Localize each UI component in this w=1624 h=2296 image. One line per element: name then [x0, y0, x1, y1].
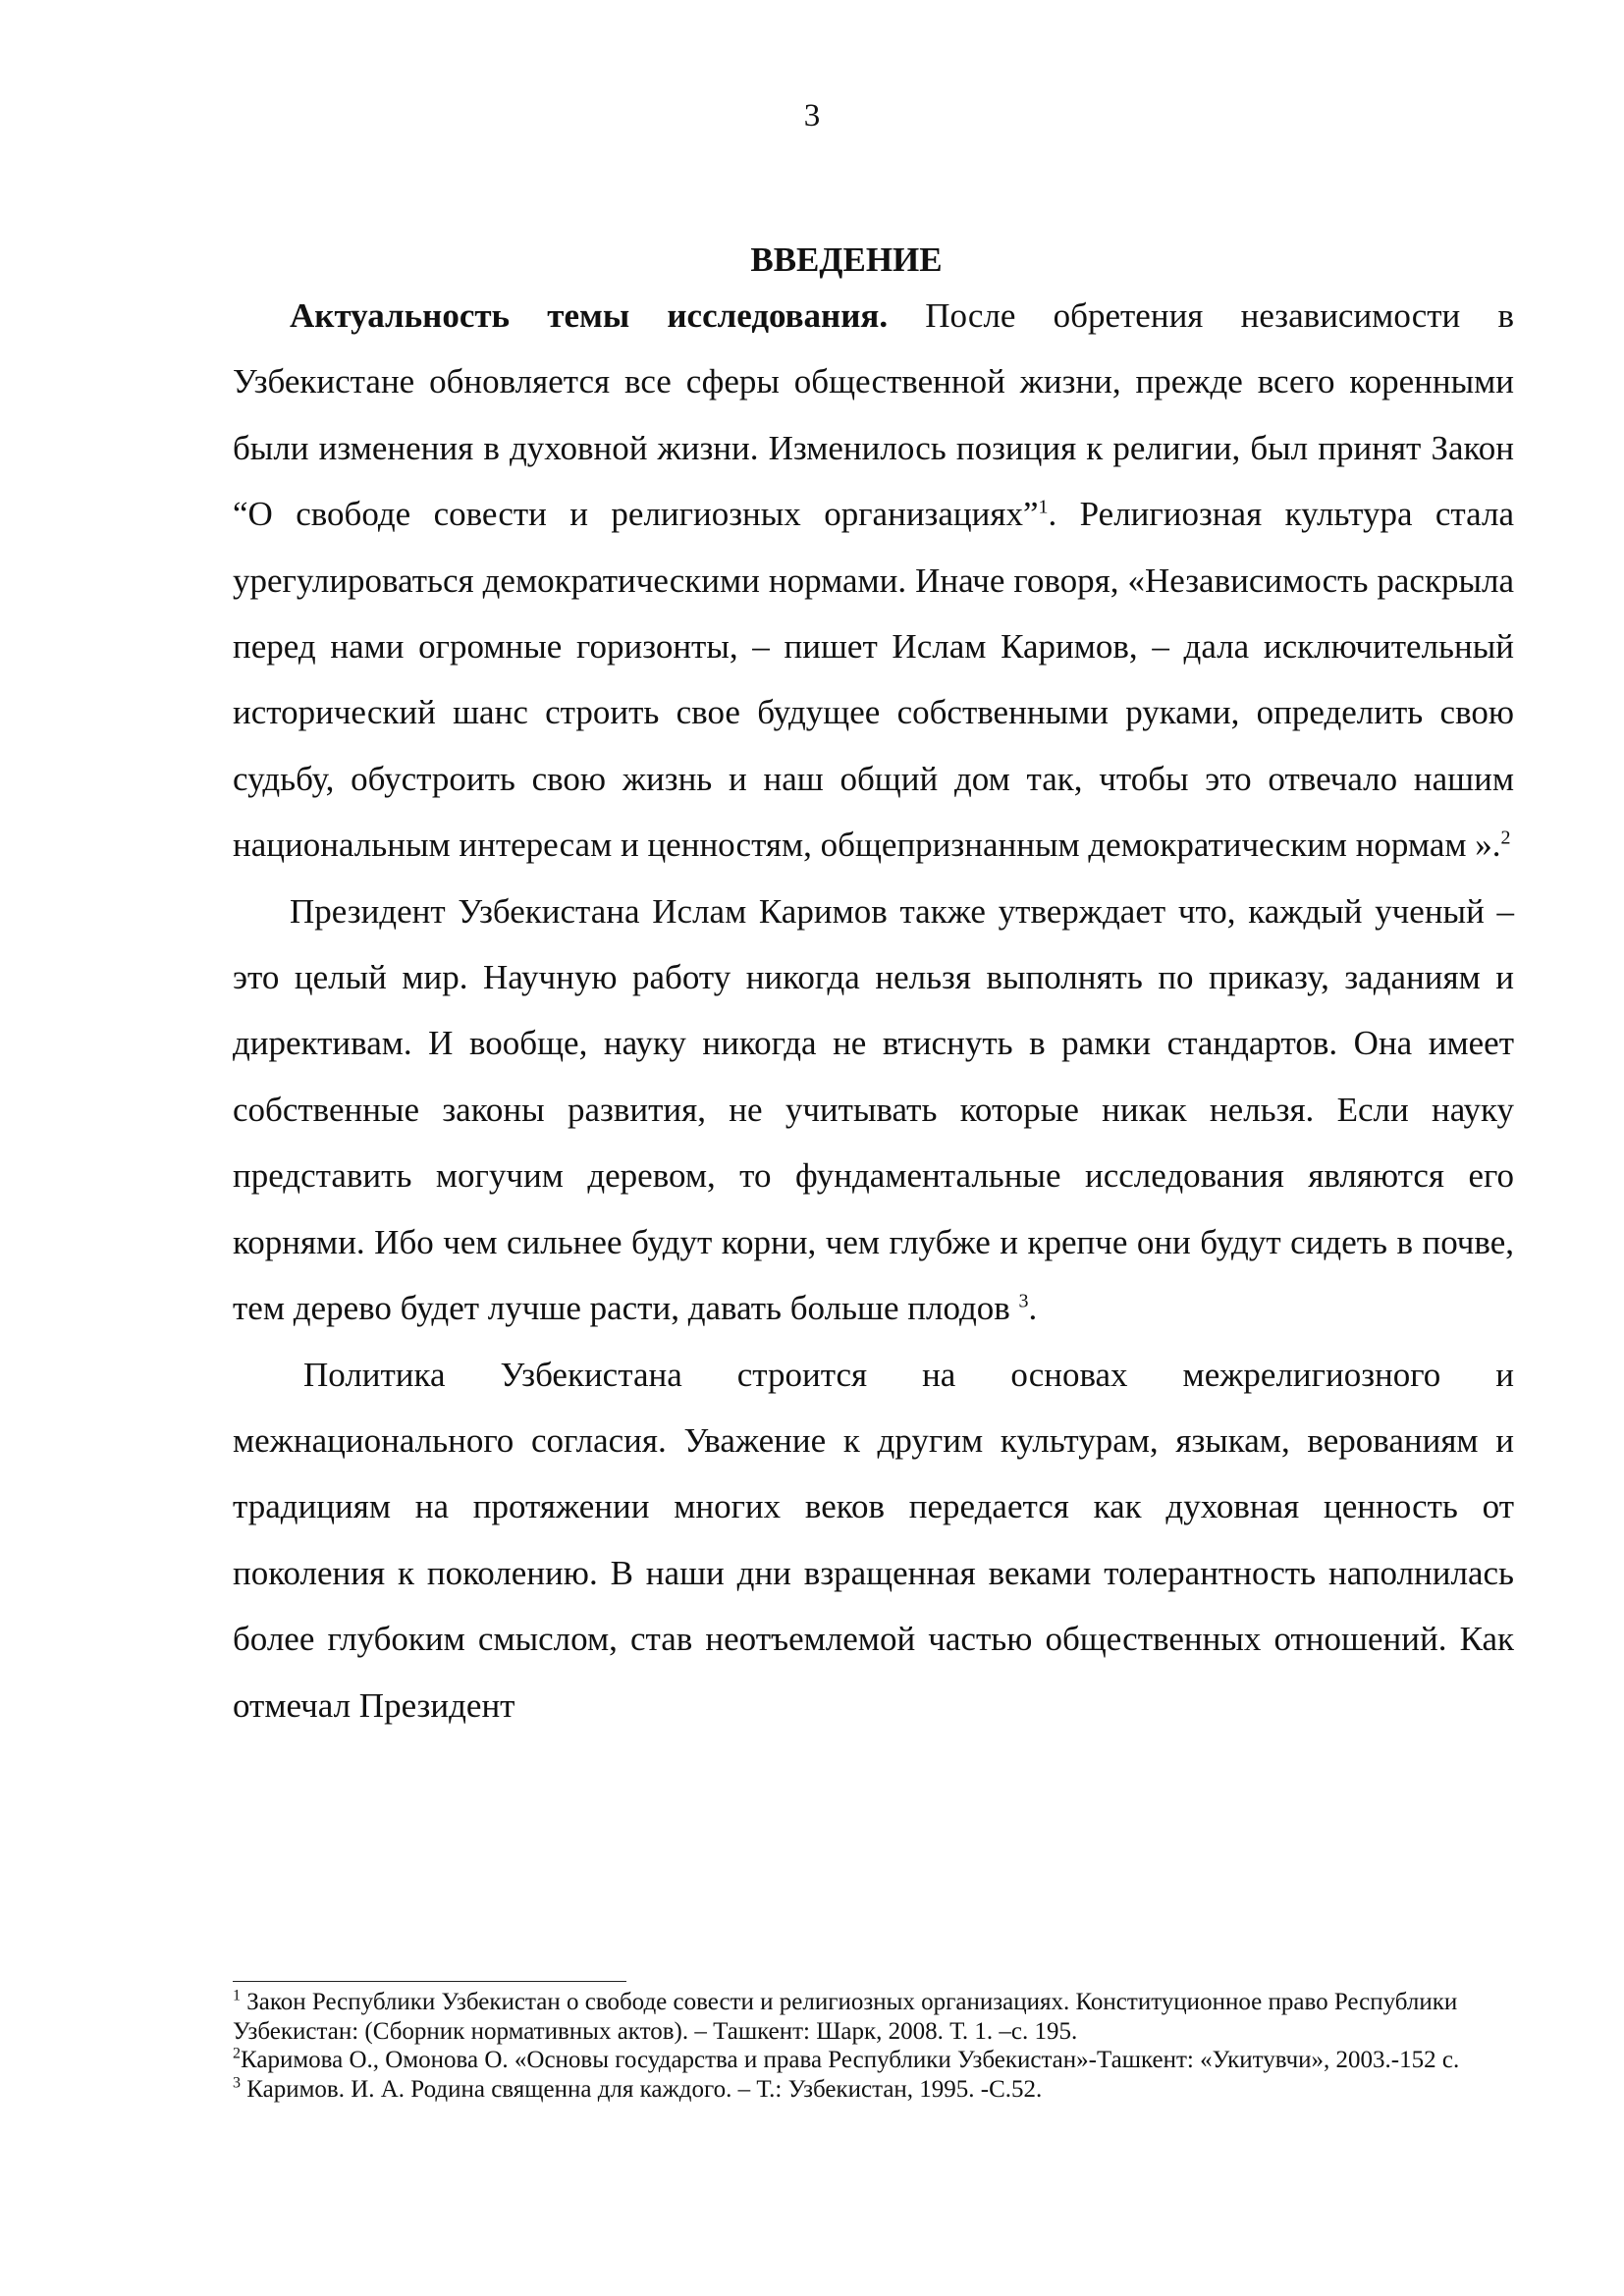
- paragraph-policy: [233, 1342, 1514, 1738]
- body-text: [233, 283, 1514, 1738]
- paragraph-text: . Религиозная культура стала урегулироваться демократическими нормами. Иначе говоря, «Независимость раскрыла перед нами огромные горизонты, – пишет Ислам Каримов, – дала исключительный исторический шанс строить свое будущее собственными руками, определить свою судьбу, обустроить свою жизнь и наш общий дом так, чтобы это отвечало нашим национальным интересам и ценностям, общепризнанным демократическим нормам ».: [233, 495, 1514, 865]
- page-number: 3: [803, 98, 821, 133]
- paragraph-text: После обретения независимости в Узбекистане обновляется все сферы общественной жизни, прежде всего коренными были изменения в духовной жизни. Изменилось позиция к религии, был принят Закон “О свободе совести и религиозных организациях”: [233, 296, 1514, 534]
- footnote-reference: 3: [1018, 1290, 1029, 1312]
- paragraph-text: .: [1028, 1289, 1038, 1328]
- footnote-reference: 1: [1038, 496, 1049, 518]
- footnote: [233, 2075, 1514, 2105]
- paragraph-text: Президент Узбекистана Ислам Каримов также утверждает что, каждый ученый – это целый мир. Научную работу никогда нельзя выполнять по приказу, заданиям и директивам. И вообще, науку никогда не втиснуть в рамки стандартов. Она имеет собственные законы развития, не учитывать которые никак нельзя. Если науку представить могучим деревом, то фундаментальные исследования являются его корнями. Ибо чем сильнее будут корни, чем глубже и крепче они будут сидеть в почве, тем дерево будет лучше расти, давать больше плодов: [233, 891, 1514, 1328]
- paragraph-president-science: [233, 879, 1514, 1342]
- footnote-text: Закон Республики Узбекистан о свободе совести и религиозных организациях. Конституционное право Республики Узбекистан: (Сборник нормативных актов). – Ташкент: Шарк, 2008. Т. 1. –с. 195.: [233, 1989, 1458, 2045]
- footnote: [233, 2046, 1514, 2075]
- paragraph-relevance: [233, 283, 1514, 879]
- footnotes: [233, 1988, 1514, 2104]
- section-heading: ВВЕДЕНИЕ: [750, 240, 943, 279]
- footnote-mark: 3: [233, 2074, 241, 2092]
- paragraph-lead: Актуальность темы исследования.: [290, 296, 889, 335]
- footnote: [233, 1988, 1514, 2046]
- footnote-text: Каримов. И. А. Родина священна для каждого. – Т.: Узбекистан, 1995. -С.52.: [241, 2075, 1043, 2103]
- footnote-mark: 2: [233, 2045, 241, 2062]
- footnote-separator: [233, 1981, 626, 1982]
- paragraph-text: Политика Узбекистана строится на основах межрелигиозного и межнационального согласия. Уважение к другим культурам, языкам, верованиям и традициям на протяжении многих веков передается как духовная ценность от поколения к поколению. В наши дни взращенная веками толерантность наполнилась более глубоким смыслом, став неотъемлемой частью общественных отношений. Как отмечал Президент: [233, 1355, 1514, 1725]
- footnote-reference: 2: [1500, 827, 1511, 849]
- footnote-mark: 1: [233, 1987, 241, 2004]
- footnote-text: Каримова О., Омонова О. «Основы государства и права Республики Узбекистан»-Ташкент: «Укитувчи», 2003.-152 с.: [241, 2047, 1460, 2073]
